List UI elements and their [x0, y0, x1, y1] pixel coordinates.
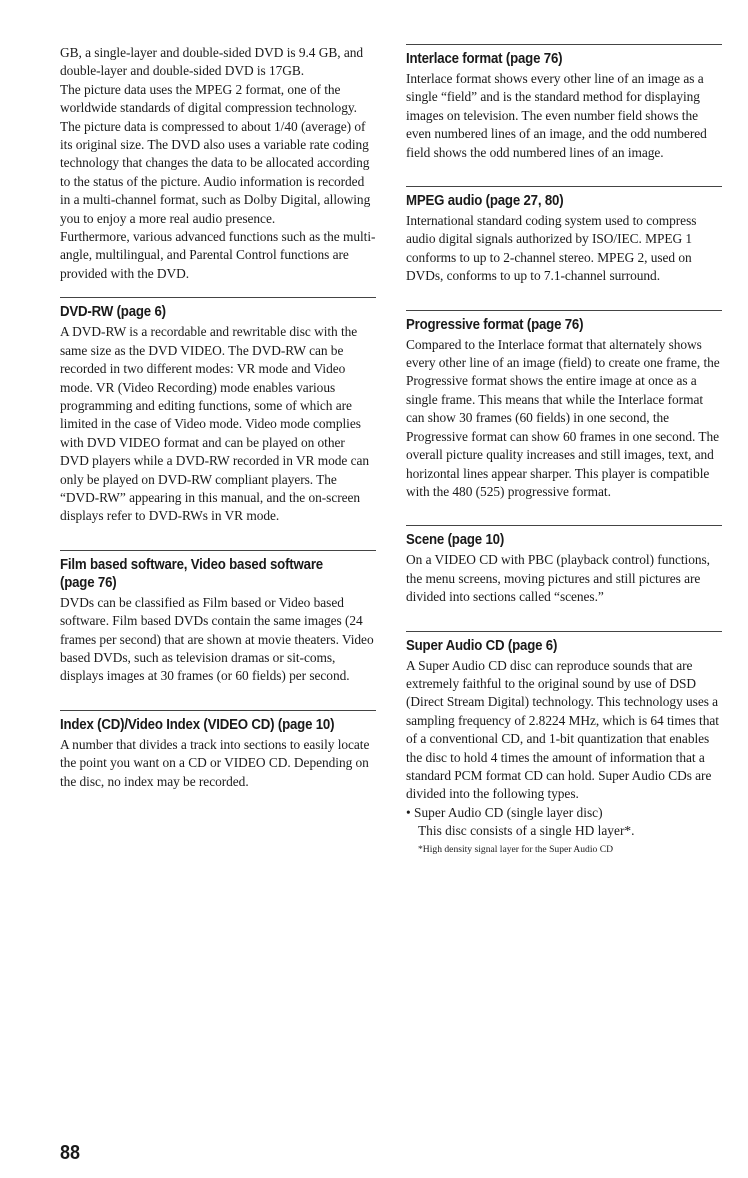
bullet-item: • Super Audio CD (single layer disc) [406, 804, 603, 820]
section-dvd-rw [60, 297, 376, 525]
section-heading: Progressive format (page 76) [406, 316, 584, 333]
section-divider [406, 186, 722, 187]
intro-paragraph-2: The picture data uses the MPEG 2 format, one of the worldwide standards of digital compression technology. The picture data is compressed to about 1/40 (average) of its original size. The DVD also uses a variable rate coding technology that changes the data to be allocated according to the status of the picture. Audio information is recorded in a multi-channel format, such as Dolby Digital, allowing you to enjoy a more real audio presence. [60, 81, 371, 226]
section-body: International standard coding system used to compress audio digital signals authorized by ISO/IEC. MPEG 1 conforms to up to 2-channel stereo. MPEG 2, used on DVDs, conforms to up to 7.1-channel surround. [406, 213, 697, 284]
section-divider [406, 631, 722, 632]
section-interlace-format [406, 44, 722, 162]
page-number: 88 [60, 1142, 81, 1164]
section-mpeg-audio [406, 186, 722, 286]
section-heading: Index (CD)/Video Index (VIDEO CD) (page 10) [60, 716, 335, 733]
section-divider [406, 44, 722, 45]
footnote: *High density signal layer for the Super Audio CD [418, 843, 614, 855]
section-body: Interlace format shows every other line of an image as a single “field” and is the standard method for displaying images on television. The even number field shows the even numbered lines of an image, and the odd numbered field shows the odd numbered lines of an image. [406, 71, 707, 160]
section-super-audio-cd [406, 631, 722, 857]
intro-paragraph-3: Furthermore, various advanced functions such as the multi-angle, multilingual, and Parental Control functions are provided with the DVD. [60, 229, 376, 281]
section-divider [406, 310, 722, 311]
section-progressive-format [406, 310, 722, 502]
section-divider [60, 550, 376, 551]
section-heading: DVD-RW (page 6) [60, 304, 166, 321]
section-divider [406, 525, 722, 526]
section-film-video-software [60, 550, 376, 686]
section-scene [406, 525, 722, 606]
section-body: Compared to the Interlace format that alternately shows every other line of an image (field) to create one frame, the Progressive format shows the entire image at once as a single frame. This means that while the Interlace format can show 30 frames (60 fields) in one second, the Progressive format can show 60 frames in one second. The overall picture quality increases and still images, text, and horizontal lines appear sharper. This player is compatible with the 480 (525) progressive format. [406, 336, 720, 499]
section-body: A number that divides a track into sections to easily locate the point you want on a CD or VIDEO CD. Depending on the disc, no index may be recorded. [60, 736, 370, 789]
section-body: DVDs can be classified as Film based or Video based software. Film based DVDs contain the same images (24 frames per second) that are shown at movie theaters. Video based DVDs, such as television dramas or sit-coms, displays images at 30 frames (or 60 fields) per second. [60, 594, 374, 684]
section-index [60, 710, 376, 791]
section-heading: Super Audio CD (page 6) [406, 637, 558, 654]
section-heading: MPEG audio (page 27, 80) [406, 193, 564, 210]
section-heading: Film based software, Video based software (page 76) [60, 556, 323, 591]
bullet-detail: This disc consists of a single HD layer*. [418, 823, 635, 839]
section-heading: Scene (page 10) [406, 532, 505, 549]
intro-paragraph-1: GB, a single-layer and double-sided DVD is 9.4 GB, and double-layer and double-sided DVD is 17GB. [60, 45, 363, 79]
section-body: A DVD-RW is a recordable and rewritable disc with the same size as the DVD VIDEO. The DVD-RW can be recorded in two different modes: VR mode and Video mode. VR (Video Recording) mode enables various programming and editing functions, some of which are limited in the case of Video mode. Video mode complies with DVD VIDEO format and can be played on other DVD players while a DVD-RW recorded in VR mode can only be played on DVD-RW compliant players. The “DVD-RW” appearing in this manual, and the on-screen displays refer to DVD-RWs in VR mode. [60, 324, 370, 524]
section-divider [60, 297, 376, 298]
section-heading: Interlace format (page 76) [406, 51, 563, 67]
section-body: On a VIDEO CD with PBC (playback control) functions, the menu screens, moving pictures and still pictures are divided into sections called “scenes.” [406, 552, 710, 605]
left-column [60, 44, 376, 801]
right-column [406, 44, 722, 867]
section-divider [60, 710, 376, 711]
section-body: A Super Audio CD disc can reproduce sounds that are extremely faithful to the original sound by use of DSD (Direct Stream Digital) technology. This technology uses a sampling frequency of 2.8224 MHz, which is 64 times that of a conventional CD, and 1-bit quantization that enables the disc to hold 4 times the amount of information that a standard PCM format CD can hold. Super Audio CDs are divided into the following types. [406, 657, 719, 802]
